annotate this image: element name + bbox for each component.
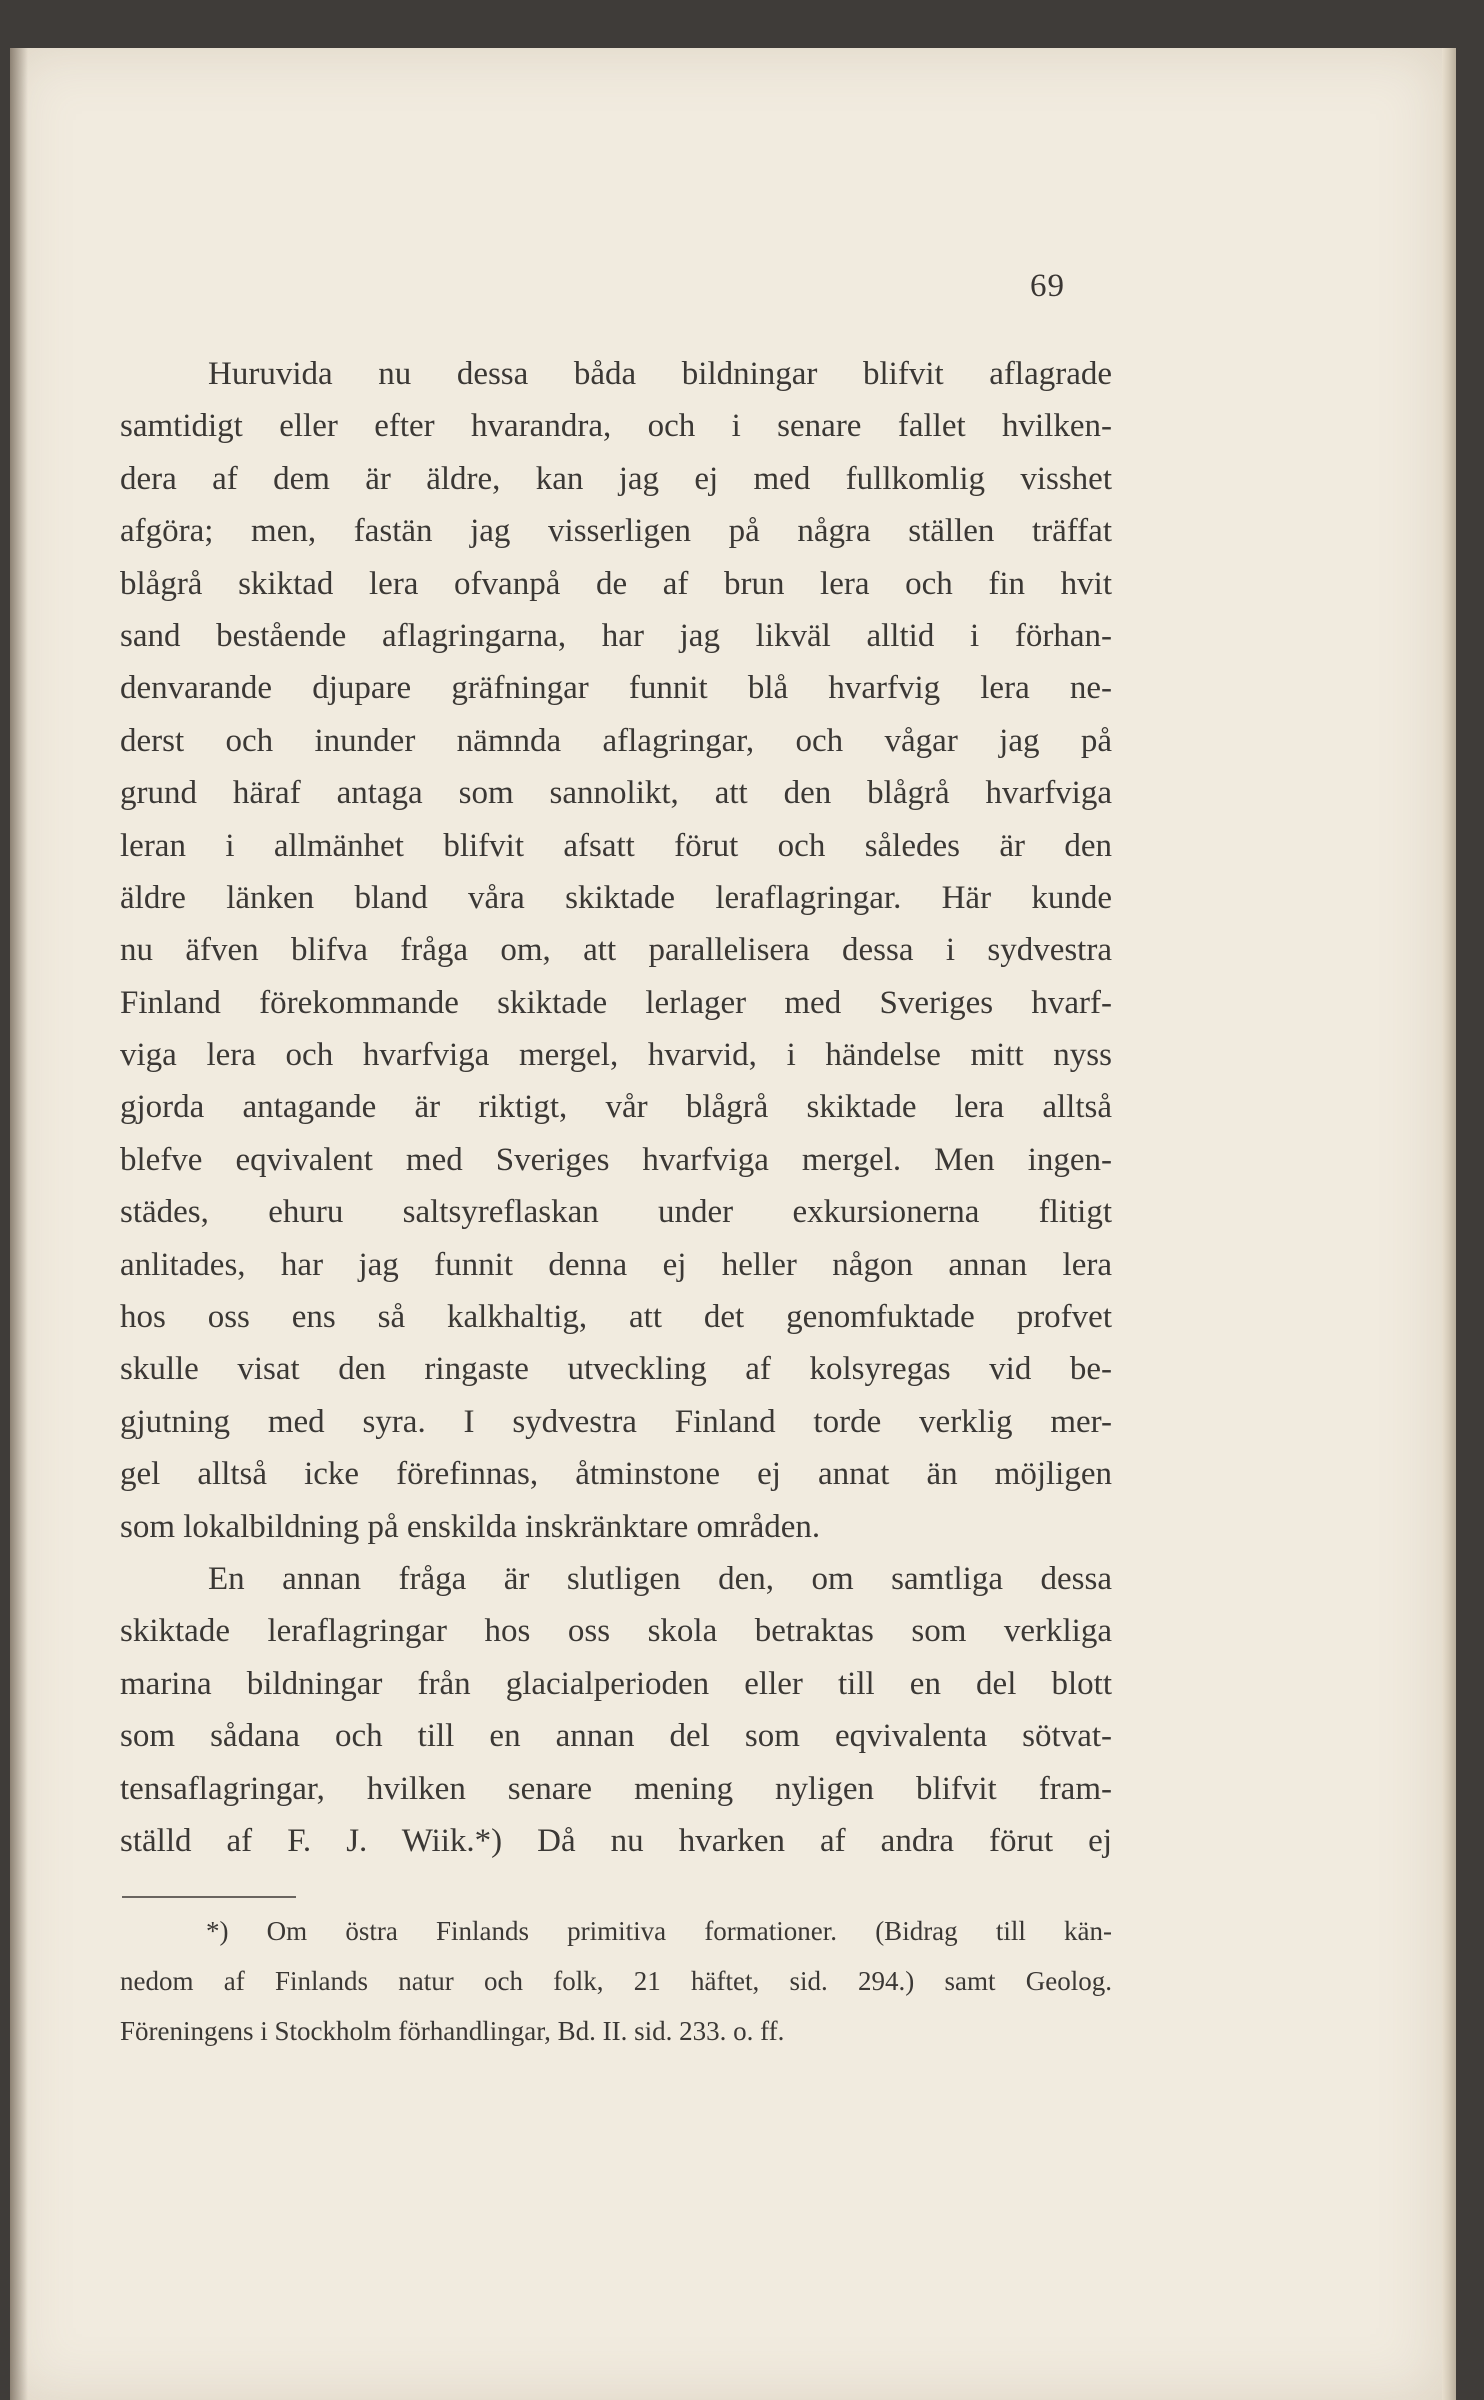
text-line: afgöra; men, fastän jag visserligen på några ställen träffat (120, 513, 1112, 550)
text-line: nu äfven blifva fråga om, att parallelisera dessa i sydvestra (120, 932, 1112, 969)
text-line: hos oss ens så kalkhaltig, att det genomfuktade profvet (120, 1299, 1112, 1336)
text-line: samtidigt eller efter hvarandra, och i senare fallet hvilken- (120, 408, 1112, 445)
text-line: gjutning med syra. I sydvestra Finland torde verklig mer- (120, 1403, 1112, 1440)
text-line: sand bestående aflagringarna, har jag likväl alltid i förhan- (120, 617, 1112, 654)
page-number: 69 (1030, 268, 1065, 304)
text-line: ställd af F. J. Wiik.*) Då nu hvarken af andra förut ej (120, 1822, 1112, 1859)
body-text (120, 348, 1112, 1867)
text-line: viga lera och hvarfviga mergel, hvarvid, i händelse mitt nyss (120, 1037, 1112, 1074)
text-line: gel alltså icke förefinnas, åtminstone ej annat än möjligen (120, 1456, 1112, 1493)
footnote-divider (122, 1896, 296, 1898)
text-line: blefve eqvivalent med Sveriges hvarfviga mergel. Men ingen- (120, 1141, 1112, 1178)
text-line: som lokalbildning på enskilda inskränktare områden. (120, 1508, 821, 1545)
text-line: blågrå skiktad lera ofvanpå de af brun lera och fin hvit (120, 565, 1112, 602)
text-line: som sådana och till en annan del som eqvivalenta sötvat- (120, 1718, 1112, 1755)
text-line: tensaflagringar, hvilken senare mening nyligen blifvit fram- (120, 1770, 1112, 1807)
page-edge (1442, 48, 1456, 2400)
text-line: skiktade leraflagringar hos oss skola betraktas som verkliga (120, 1613, 1112, 1650)
text-line: grund häraf antaga som sannolikt, att den blågrå hvarfviga (120, 775, 1112, 812)
footnote-line: Föreningens i Stockholm förhandlingar, Bd. II. sid. 233. o. ff. (120, 2016, 785, 2046)
text-line: derst och inunder nämnda aflagringar, och vågar jag på (120, 722, 1112, 759)
footnote-line: *) Om östra Finlands primitiva formationer. (Bidrag till kän- (206, 1916, 1112, 1946)
text-line: denvarande djupare gräfningar funnit blå hvarfvig lera ne- (120, 670, 1112, 707)
spine-shadow (10, 48, 28, 2400)
text-line: Finland förekommande skiktade lerlager med Sveriges hvarf- (120, 984, 1112, 1021)
text-line: Huruvida nu dessa båda bildningar blifvit aflagrade (208, 356, 1112, 392)
text-line: gjorda antagande är riktigt, vår blågrå skiktade lera alltså (120, 1089, 1112, 1126)
footnotes (120, 1906, 1112, 2056)
text-line: leran i allmänhet blifvit afsatt förut och således är den (120, 827, 1112, 864)
text-line: äldre länken bland våra skiktade leraflagringar. Här kunde (120, 879, 1112, 916)
footnote-line: nedom af Finlands natur och folk, 21 häftet, sid. 294.) samt Geolog. (120, 1966, 1112, 1996)
text-line: anlitades, har jag funnit denna ej heller någon annan lera (120, 1246, 1112, 1283)
text-line: dera af dem är äldre, kan jag ej med fullkomlig visshet (120, 460, 1112, 497)
text-line: marina bildningar från glacialperioden eller till en del blott (120, 1665, 1112, 1702)
text-line: En annan fråga är slutligen den, om samtliga dessa (208, 1560, 1112, 1597)
text-line: skulle visat den ringaste utveckling af kolsyregas vid be- (120, 1351, 1112, 1388)
text-line: städes, ehuru saltsyreflaskan under exkursionerna flitigt (120, 1194, 1112, 1231)
